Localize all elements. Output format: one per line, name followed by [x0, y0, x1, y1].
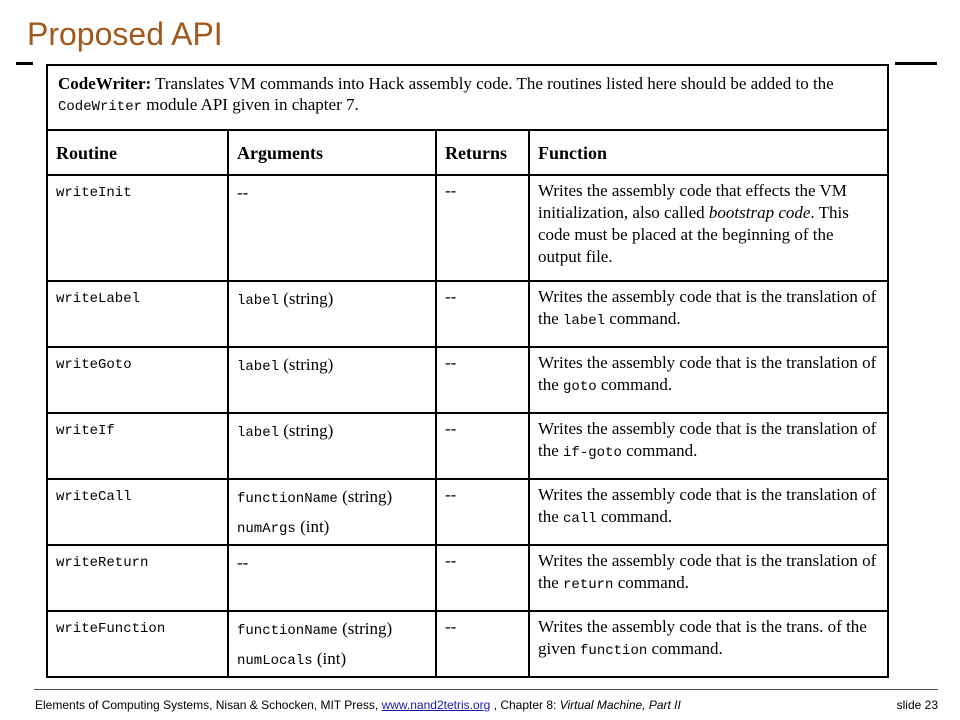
- argument: [237, 180, 427, 206]
- footer-chapter: Virtual Machine, Part II: [559, 698, 681, 712]
- intro-text-2: module API given in chapter 7.: [142, 95, 359, 114]
- module-name: CodeWriter: [58, 99, 143, 115]
- function-term: bootstrap code: [708, 203, 811, 222]
- routine-name: writeInit: [56, 185, 132, 201]
- function-cell: [529, 611, 887, 677]
- routine-cell: [48, 479, 228, 545]
- slide-number: slide 23: [896, 698, 938, 712]
- function-cell: [529, 347, 887, 413]
- function-text-end: command.: [596, 507, 673, 526]
- argument-type: (int): [295, 517, 330, 536]
- argument-name: label: [237, 293, 280, 309]
- arguments-cell: [228, 175, 436, 281]
- routine-name: writeIf: [56, 423, 115, 439]
- footer-link[interactable]: www.nand2tetris.org: [381, 698, 491, 712]
- argument-name: label: [237, 425, 280, 441]
- header-returns: Returns: [436, 131, 529, 175]
- routine-cell: [48, 545, 228, 611]
- routine-name: writeReturn: [56, 555, 149, 571]
- footer: [35, 698, 920, 712]
- title-rule-right: [895, 62, 937, 65]
- argument: [237, 484, 427, 512]
- routine-name: writeLabel: [56, 291, 141, 307]
- arguments-cell: [228, 281, 436, 347]
- function-text-end: command.: [621, 441, 698, 460]
- argument: [237, 352, 427, 380]
- returns-cell: --: [436, 175, 529, 281]
- function-command: return: [563, 577, 614, 593]
- function-command: label: [563, 313, 606, 329]
- function-text: Writes the assembly code that is the translation of the: [538, 485, 877, 526]
- routine-cell: [48, 413, 228, 479]
- api-table: [48, 131, 887, 677]
- returns-cell: --: [436, 281, 529, 347]
- function-command: goto: [563, 379, 597, 395]
- function-command: function: [580, 643, 648, 659]
- returns-cell: --: [436, 413, 529, 479]
- function-text-end: command.: [647, 639, 723, 658]
- intro-text-1: Translates VM commands into Hack assembly code. The routines listed here should be added to the: [151, 74, 834, 93]
- function-cell: [529, 545, 887, 611]
- arguments-cell: [228, 347, 436, 413]
- table-row: [48, 545, 887, 611]
- footer-prefix: Elements of Computing Systems, Nisan & Schocken, MIT Press,: [35, 698, 382, 712]
- footer-rule: [34, 689, 938, 690]
- argument-name: numLocals: [237, 653, 313, 669]
- footer-middle: , Chapter 8:: [490, 698, 560, 712]
- returns-cell: --: [436, 545, 529, 611]
- table-row: [48, 281, 887, 347]
- table-row: [48, 611, 887, 677]
- codewriter-api-box: [46, 64, 889, 678]
- argument-type: (string): [337, 619, 393, 638]
- header-arguments: Arguments: [228, 131, 436, 175]
- table-row: [48, 347, 887, 413]
- argument: [237, 286, 427, 314]
- argument: [237, 646, 427, 674]
- function-text-end: command.: [605, 309, 681, 328]
- argument-name: functionName: [237, 623, 338, 639]
- argument-type: (string): [279, 289, 334, 308]
- function-cell: [529, 175, 887, 281]
- table-row: [48, 175, 887, 281]
- routine-name: writeCall: [56, 489, 132, 505]
- arguments-cell: [228, 479, 436, 545]
- function-text: Writes the assembly code that is the translation of the: [538, 287, 877, 328]
- argument-name: numArgs: [237, 521, 296, 537]
- argument: [237, 514, 427, 542]
- function-text: Writes the assembly code that is the translation of the: [538, 419, 877, 460]
- routine-name: writeGoto: [56, 357, 132, 373]
- function-text: Writes the assembly code that effects the VM initialization, also called: [538, 181, 847, 222]
- header-function: Function: [529, 131, 887, 175]
- argument-name: functionName: [237, 491, 338, 507]
- argument-type: (string): [337, 487, 393, 506]
- arguments-cell: [228, 413, 436, 479]
- class-name: CodeWriter:: [58, 74, 152, 93]
- returns-cell: --: [436, 611, 529, 677]
- arguments-cell: [228, 545, 436, 611]
- slide-title: Proposed API: [27, 16, 223, 52]
- function-text: Writes the assembly code that is the trans. of the given: [538, 617, 867, 658]
- function-command: if-goto: [563, 445, 622, 461]
- table-header-row: [48, 131, 887, 175]
- routine-cell: [48, 175, 228, 281]
- argument: [237, 616, 427, 644]
- routine-cell: [48, 611, 228, 677]
- arguments-cell: [228, 611, 436, 677]
- argument: [237, 550, 427, 576]
- api-intro: [48, 66, 887, 131]
- function-cell: [529, 281, 887, 347]
- header-routine: Routine: [48, 131, 228, 175]
- function-cell: [529, 413, 887, 479]
- routine-cell: [48, 347, 228, 413]
- argument-type: (string): [279, 421, 334, 440]
- argument: [237, 418, 427, 446]
- argument-name: --: [237, 183, 249, 202]
- argument-name: --: [237, 553, 249, 572]
- argument-name: label: [237, 359, 280, 375]
- table-row: [48, 479, 887, 545]
- argument-type: (string): [279, 355, 334, 374]
- function-command: call: [563, 511, 597, 527]
- table-row: [48, 413, 887, 479]
- routine-cell: [48, 281, 228, 347]
- returns-cell: --: [436, 479, 529, 545]
- function-text-end: . This code must be placed at the beginning of the output file.: [538, 203, 849, 266]
- function-cell: [529, 479, 887, 545]
- routine-name: writeFunction: [56, 621, 166, 637]
- returns-cell: --: [436, 347, 529, 413]
- title-rule-left: [16, 62, 33, 65]
- function-text: Writes the assembly code that is the translation of the: [538, 353, 877, 394]
- argument-type: (int): [312, 649, 347, 668]
- function-text-end: command.: [613, 573, 689, 592]
- function-text-end: command.: [596, 375, 673, 394]
- function-text: Writes the assembly code that is the translation of the: [538, 551, 877, 592]
